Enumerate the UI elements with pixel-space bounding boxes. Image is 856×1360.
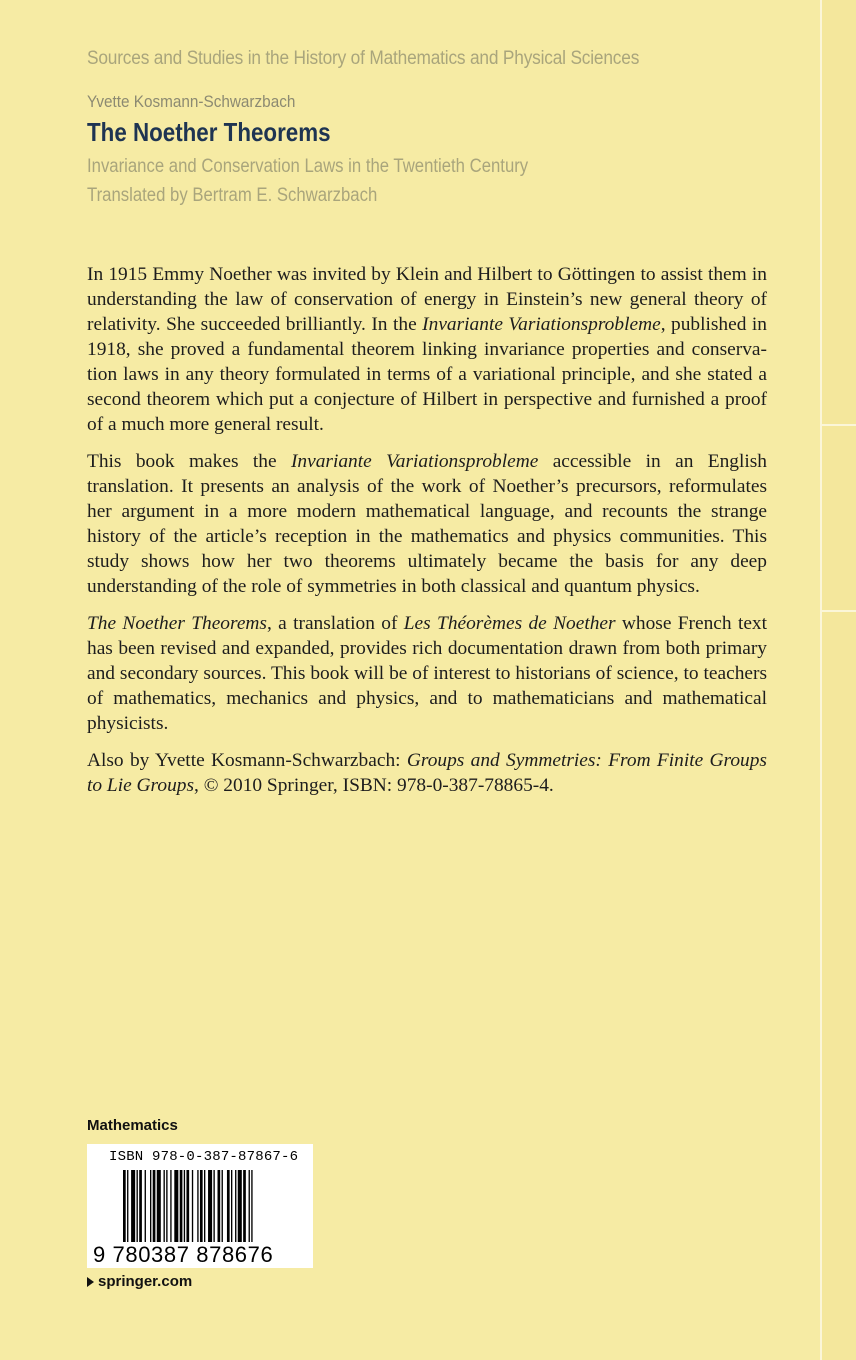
barcode-bar (131, 1170, 135, 1248)
barcode-bar (174, 1170, 178, 1248)
barcode-bar (139, 1170, 142, 1248)
barcode-bars (123, 1170, 293, 1248)
barcode-bar (184, 1170, 185, 1248)
barcode-bar (164, 1170, 165, 1248)
barcode-bar (243, 1170, 246, 1248)
barcode-bar (200, 1170, 203, 1248)
blurb-paragraph-3: The Noether Theorems, a translation of Les Théorèmes de Noether whose French text has been revised and expanded, provides rich documentation drawn from both primary and secondary sources. This book will be of interest to historians of science, to teachers of mathematics, mechanics and physics, and to mathematicians and mathematical physicists. (87, 613, 768, 734)
barcode-bar (238, 1170, 242, 1248)
barcode-bar (180, 1170, 183, 1248)
blurb-paragraph-4: Also by Yvette Kosmann-Schwarzbach: Groups and Symmetries: From Finite Groups to Lie Groups, © 2010 Springer, ISBN: 978-0-387-78865-4. (87, 750, 767, 796)
barcode-bar (153, 1170, 156, 1248)
isbn-barcode (87, 1144, 313, 1268)
blurb-paragraph-1: In 1915 Emmy Noether was invited by Klein and Hilbert to Göttingen to assist them in understanding the law of conservation of energy in Einstein’s new general theory of relativity. She succeeded brilliantly. In the Invariante Variationsprobleme, published in 1918, she proved a fundamental theorem linking invariance properties and conservation laws in any theory formulated in terms of a variational principle, and she stated a second theorem which put a conjecture of Hilbert in perspective and furnished a proof of a much more general result. (87, 264, 767, 435)
barcode-bar (213, 1170, 214, 1248)
barcode-bar (197, 1170, 198, 1248)
barcode-bar (249, 1170, 250, 1248)
barcode-bar (235, 1170, 236, 1248)
barcode-bar (145, 1170, 146, 1248)
series-title: Sources and Studies in the History of Mathematics and Physical Sciences (87, 48, 640, 69)
barcode-bar (192, 1170, 193, 1248)
spine-edge (820, 0, 856, 1360)
barcode-bar (227, 1170, 230, 1248)
spine-divider (822, 610, 856, 612)
book-title: The Noether Theorems (87, 117, 331, 147)
barcode-bar (150, 1170, 151, 1248)
isbn-label: ISBN 978-0-387-87867-6 (109, 1149, 299, 1165)
barcode-bar (204, 1170, 205, 1248)
barcode-bar (186, 1170, 189, 1248)
spine-divider (822, 424, 856, 426)
barcode-bar (222, 1170, 223, 1248)
subject-category: Mathematics (87, 1117, 178, 1134)
barcode-bar (127, 1170, 128, 1248)
blurb-paragraph-2: This book makes the Invariante Variationsprobleme accessible in an English translation. It presents an analysis of the work of Noether’s precursors, reformulates her argument in a more modern mathematical language, and recounts the strange history of the article’s reception in the mathematics and physics communities. This study shows how her two theorems ultimately became the basis for any deep understanding of the role of symmetries in both classical and quantum physics. (87, 451, 768, 597)
barcode-bar (166, 1170, 167, 1248)
barcode-bar (231, 1170, 232, 1248)
website-link[interactable] (87, 1273, 192, 1290)
barcode-bar (123, 1170, 126, 1248)
book-subtitle: Invariance and Conservation Laws in the Twentieth Century (87, 156, 529, 177)
barcode-bar (251, 1170, 252, 1248)
website-label: springer.com (98, 1273, 193, 1290)
barcode-bar (137, 1170, 138, 1248)
triangle-right-icon (87, 1277, 94, 1287)
translator-credit: Translated by Bertram E. Schwarzbach (87, 185, 378, 206)
barcode-bar (208, 1170, 212, 1248)
barcode-bar (218, 1170, 221, 1248)
blurb (87, 262, 767, 810)
barcode-bar (157, 1170, 161, 1248)
ean-digits: 9 780387 878676 (93, 1242, 274, 1267)
barcode-bar (170, 1170, 171, 1248)
author-name: Yvette Kosmann-Schwarzbach (87, 92, 296, 111)
